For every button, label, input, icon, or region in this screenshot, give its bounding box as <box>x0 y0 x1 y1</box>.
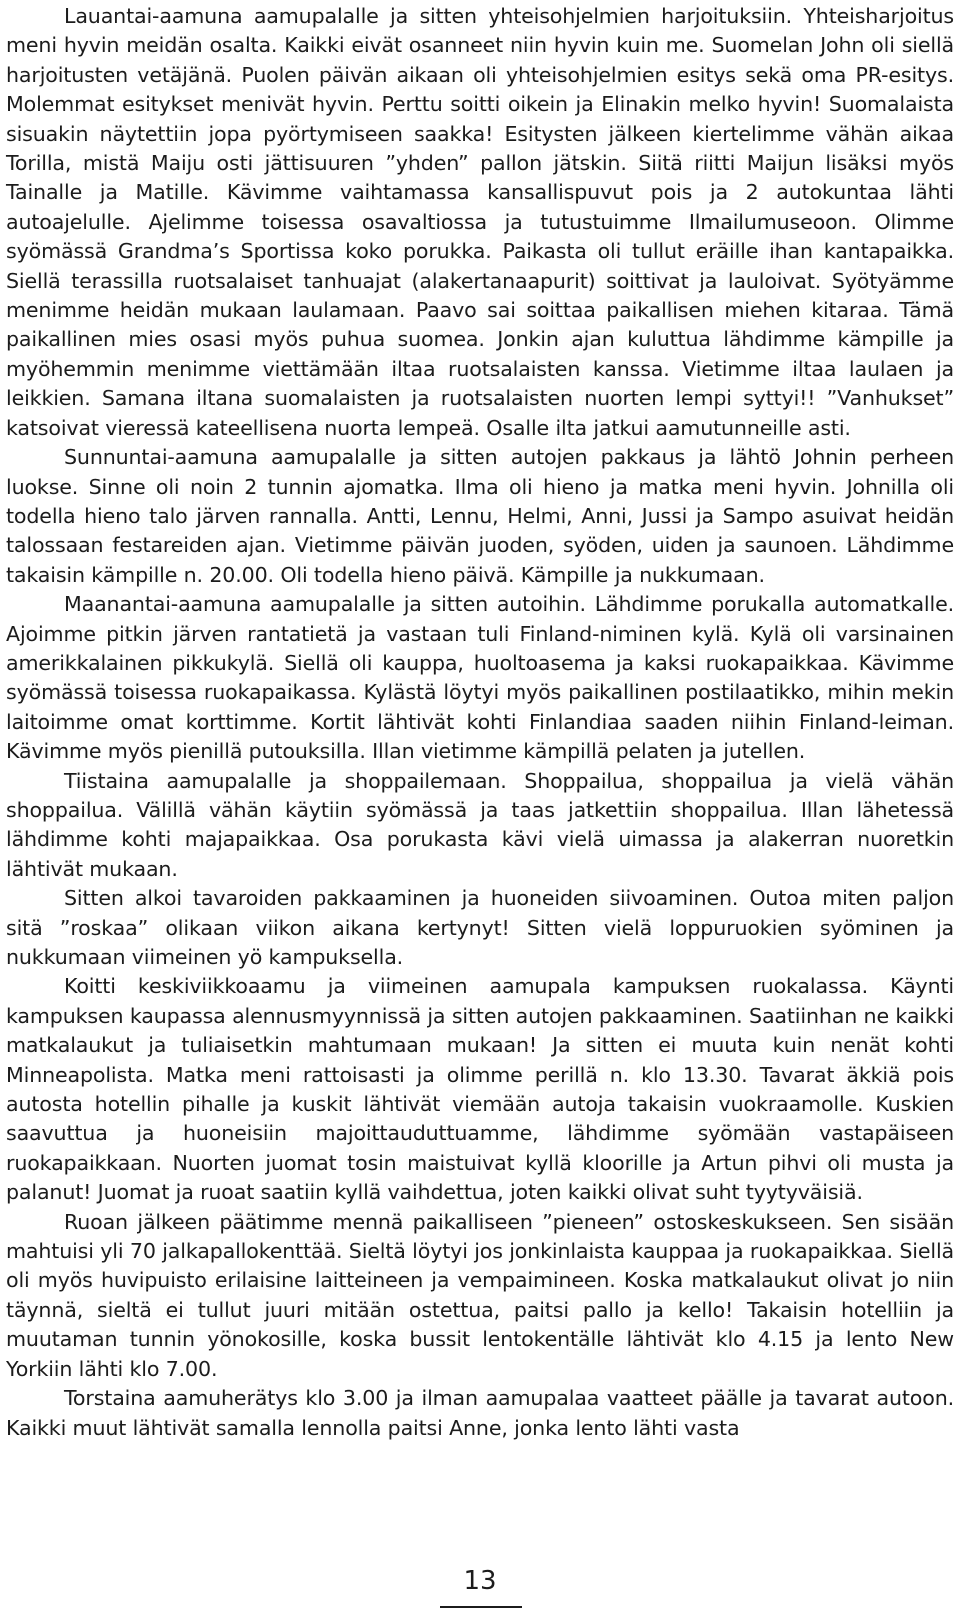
paragraph: Maanantai-aamuna aamupalalle ja sitten autoihin. Lähdimme porukalla automatkalle. Ajoimme pitkin järven rantatietä ja vastaan tuli Finland-niminen kylä. Kylä oli varsinainen amerikkalainen pikkukylä. Siellä oli kauppa, huoltoasema ja kaksi ruokapaikkaa. Kävimme syömässä toisessa ruokapaikassa. Kylästä löytyi myös paikallinen postilaatikko, mihin mekin laitoimme omat korttimme. Kortit lähtivät kohti Finlandiaa saaden niihin Finland-leiman. Kävimme myös pienillä putouksilla. Illan vietimme kämpillä pelaten ja jutellen. <box>6 592 954 764</box>
page-number-underline <box>440 1606 522 1608</box>
paragraph: Sunnuntai-aamuna aamupalalle ja sitten autojen pakkaus ja lähtö Johnin perheen luokse. Sinne oli noin 2 tunnin ajomatka. Ilma oli hieno ja matka meni hyvin. Johnilla oli todella hieno talo järven rannalla. Antti, Lennu, Helmi, Anni, Jussi ja Sampo asuivat heidän talossaan festareiden ajan. Vietimme päivän juoden, syöden, uiden ja saunoen. Lähdimme takaisin kämpille n. 20.00. Oli todella hieno päivä. Kämpille ja nukkumaan. <box>6 445 954 587</box>
body-text <box>6 2 954 1443</box>
paragraph: Ruoan jälkeen päätimme mennä paikalliseen ”pieneen” ostoskeskukseen. Sen sisään mahtuisi yli 70 jalkapallokenttää. Sieltä löytyi jos jonkinlaista kauppaa ja ruokapaikkaa. Siellä oli myös huvipuisto erilaisine laitteineen ja vempaimineen. Koska matkalaukut olivat jo niin täynnä, sieltä ei tullut juuri mitään ostettua, paitsi pallo ja kello! Takaisin hotelliin ja muutaman tunnin yönokosille, koska bussit lentokentälle lähtivät klo 4.15 ja lento New Yorkiin lähti klo 7.00. <box>6 1209 954 1381</box>
paragraph: Sitten alkoi tavaroiden pakkaaminen ja huoneiden siivoaminen. Outoa miten paljon sitä ”roskaa” olikaan viikon aikana kertynyt! Sitten vielä loppuruokien syöminen ja nukkumaan viimeinen yö kampuksella. <box>6 886 954 969</box>
paragraph: Lauantai-aamuna aamupalalle ja sitten yhteisohjelmien harjoituksiin. Yhteisharjoitus meni hyvin meidän osalta. Kaikki eivät osanneet niin hyvin kuin me. Suomelan John oli siellä harjoitusten vetäjänä. Puolen päivän aikaan oli yhteisohjelmien esitys sekä oma PR-esitys. Molemmat esitykset menivät hyvin. Perttu soitti oikein ja Elinakin melko hyvin! Suomalaista sisuakin näytettiin jopa pyörtymiseen saakka! Esitysten jälkeen kiertelimme vähän aikaa Torilla, mistä Maiju osti jättisuuren ”yhden” pallon jätskin. Siitä riitti Maijun lisäksi myös Tainalle ja Matille. Kävimme vaihtamassa kansallispuvut pois ja 2 autokuntaa lähti autoajelulle. Ajelimme toisessa osavaltiossa ja tutustuimme Ilmailumuseoon. Olimme syömässä Grandma’s Sportissa koko porukka. Paikasta oli tullut eräille ihan kantapaikka. Siellä terassilla ruotsalaiset tanhuajat (alakertanaapurit) soittivat ja lauloivat. Syötyämme menimme heidän mukaan laulamaan. Paavo sai soittaa paikallisen miehen kitaraa. Tämä paikallinen mies osasi myös puhua suomea. Jonkin ajan kuluttua lähdimme kämpille ja myöhemmin menimme viettämään iltaa ruotsalaisten kanssa. Vietimme iltaa laulaen ja leikkien. Samana iltana suomalaisten ja ruotsalaisten nuorten lempi syttyi!! ”Vanhukset” katsoivat vieressä kateellisena nuorta lempeä. Osalle ilta jatkui aamutunneille asti. <box>6 4 954 440</box>
page-number: 13 <box>463 1566 497 1596</box>
paragraph: Torstaina aamuherätys klo 3.00 ja ilman aamupalaa vaatteet päälle ja tavarat autoon. Kaikki muut lähtivät samalla lennolla paitsi Anne, jonka lento lähti vasta <box>6 1386 954 1440</box>
page-footer <box>0 1566 960 1596</box>
paragraph: Koitti keskiviikkoaamu ja viimeinen aamupala kampuksen ruokalassa. Käynti kampuksen kaupassa alennusmyynnissä ja sitten autojen pakkaaminen. Saatiinhan ne kaikki matkalaukut ja tuliaisetkin mahtumaan mukaan! Ja sitten ei muuta kuin nenät kohti Minneapolista. Matka meni rattoisasti ja olimme perillä n. klo 13.30. Tavarat äkkiä pois autosta hotellin pihalle ja kuskit lähtivät viemään autoja takaisin vuokraamolle. Kuskien saavuttua ja huoneisiin majoittauduttuamme, lähdimme syömään vastapäiseen ruokapaikkaan. Nuorten juomat tosin maistuivat kyllä kloorille ja Artun pihvi oli musta ja palanut! Juomat ja ruoat saatiin kyllä vaihdettua, joten kaikki olivat suht tyytyväisiä. <box>6 974 954 1205</box>
paragraph: Tiistaina aamupalalle ja shoppailemaan. Shoppailua, shoppailua ja vielä vähän shoppailua. Välillä vähän käytiin syömässä ja taas jatkettiin shoppailua. Illan lähetessä lähdimme kohti majapaikkaa. Osa porukasta kävi vielä uimassa ja alakerran nuoretkin lähtivät mukaan. <box>6 768 954 881</box>
